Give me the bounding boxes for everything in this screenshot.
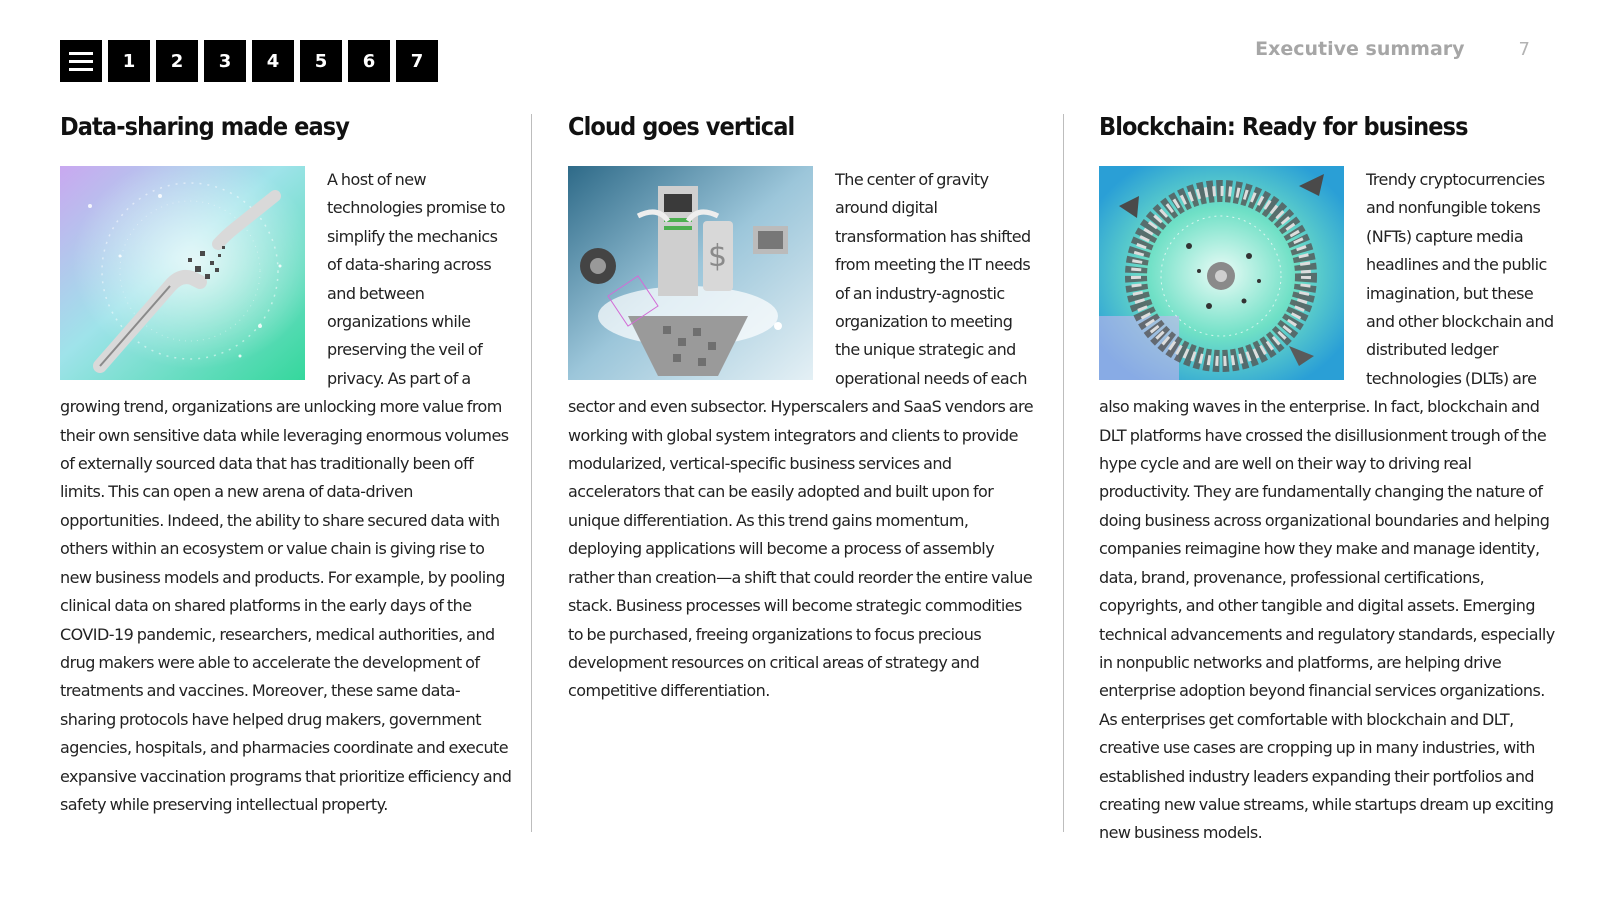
page-header — [1255, 38, 1530, 60]
column-body: Trendy cryptocurrencies and nonfungible tokens (NFTs) capture media headlines and the public imagination, but these and other blockchain and distributed ledger technologies (DLTs) are also making waves in the enterprise. In fact, blockchain and DLT platforms have crossed the disillusionment trough of the hype cycle and are well on their way to driving real productivity. They are fundamentally changing the nature of doing business across organizational boundaries and helping companies reimagine how they make and manage identity, data, brand, provenance, professional certifications, copyrights, and other tangible and digital assets. Emerging technical advancements and regulatory standards, especially in nonpublic networks and platforms, are helping drive enterprise adoption beyond financial services organizations. As enterprises get comfortable with blockchain and DLT, creative use cases are cropping up in many industries, with established industry leaders expanding their portfolios and creating new value streams, while startups dream up exciting new business models. — [1099, 170, 1555, 843]
section-title: Executive summary — [1255, 38, 1465, 60]
nav-item-5[interactable]: 5 — [300, 40, 342, 82]
menu-button[interactable] — [60, 40, 102, 82]
nav-item-1[interactable]: 1 — [108, 40, 150, 82]
column-divider — [531, 114, 532, 832]
column-body: A host of new technologies promise to simplify the mechanics of data-sharing across and between organizations while preserving the veil of privacy. As part of a growing trend, organizations are unlocking more value from their own sensitive data while leveraging enormous volumes of externally sourced data that has traditionally been off limits. This can open a new arena of data-driven opportunities. Indeed, the ability to share secured data with others within an ecosystem or value chain is giving rise to new business models and products. For example, by pooling clinical data on shared platforms in the early days of the COVID-19 pandemic, researchers, medical authorities, and drug makers were able to accelerate the development of treatments and vaccines. Moreover, these same data-sharing protocols have helped drug makers, government agencies, hospitals, and pharmacies coordinate and execute expansive vaccination programs that prioritize efficiency and safety while preserving intellectual property. — [60, 170, 512, 814]
column-title: Cloud goes vertical — [568, 112, 795, 141]
chapter-nav — [60, 40, 438, 82]
cloud-vertical-industries-image — [568, 166, 813, 380]
hamburger-menu-icon — [69, 52, 93, 71]
column-divider — [1063, 114, 1064, 832]
svg-text:$: $ — [708, 239, 728, 274]
column-cloud-vertical — [568, 110, 1038, 706]
nav-item-6[interactable]: 6 — [348, 40, 390, 82]
nav-item-2[interactable]: 2 — [156, 40, 198, 82]
column-data-sharing — [60, 110, 512, 819]
blockchain-hexagon-ring-image — [1099, 166, 1344, 380]
nav-item-3[interactable]: 3 — [204, 40, 246, 82]
column-blockchain — [1099, 110, 1557, 848]
hands-data-sharing-image — [60, 166, 305, 380]
page-number: 7 — [1518, 39, 1530, 60]
column-title: Blockchain: Ready for business — [1099, 112, 1468, 141]
column-title: Data-sharing made easy — [60, 112, 350, 141]
column-body: The center of gravity around digital transformation has shifted from meeting the IT needs of an industry-agnostic organization to meeting the unique strategic and operational needs of each sector and even subsector. Hyperscalers and SaaS vendors are working with global system integrators and clients to provide modularized, vertical-specific business services and accelerators that can be easily adopted and built upon for unique differentiation. As this trend gains momentum, deploying applications will become a process of assembly rather than creation—a shift that could reorder the entire value stack. Business processes will become strategic commodities to be purchased, freeing organizations to focus precious development resources on critical areas of strategy and competitive differentiation. — [568, 170, 1034, 701]
nav-item-7[interactable]: 7 — [396, 40, 438, 82]
nav-item-4[interactable]: 4 — [252, 40, 294, 82]
